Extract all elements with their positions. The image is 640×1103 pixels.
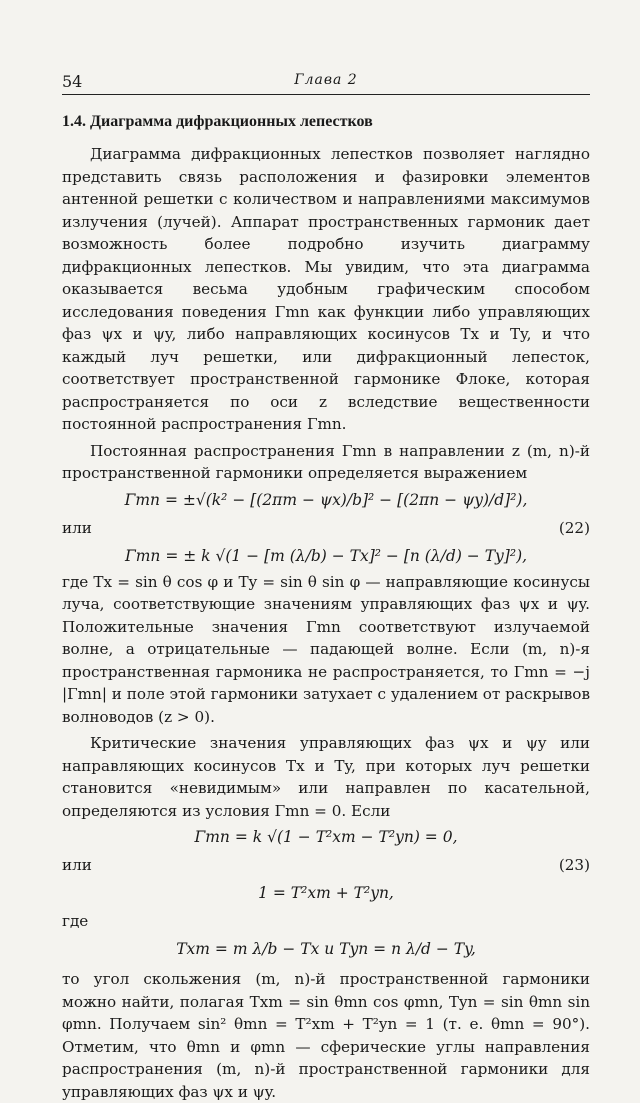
equation-txm-tyn: Txm = m λ/b − Tx и Tyn = n λ/d − Ty, bbox=[176, 940, 476, 958]
equation-where: где bbox=[62, 912, 89, 930]
equation-23-second: 1 = T²xm + T²yn, bbox=[258, 884, 394, 902]
page-number: 54 bbox=[62, 72, 83, 91]
paragraph-grazing-angle: то угол скольжения (m, n)-й пространственной гармоники можно найти, полагая Txm = sin θmn cos φmn, Tyn = sin θmn sin φmn. Получаем sin² θmn = T²xm + T²yn = 1 (т. е. θmn = 90°). Отметим, что θmn и φmn — сферические углы направления распространения (m, n)-й пространственной гармоники для управляющих фаз ψx и ψy. bbox=[62, 970, 590, 1101]
section-heading: 1.4. Диаграмма дифракционных лепестков bbox=[62, 113, 373, 130]
paragraph-direction-cosines: где Tx = sin θ cos φ и Ty = sin θ sin φ — направляющие косинусы луча, соответствующие значениям управляющих фаз ψx и ψy. Положительные значения Γmn соответствуют излучаемой волне, а отрицательные — падающей волне. Если (m, n)-я пространственная гармоника не распространяется, то Γmn = −j |Γmn| и поле этой гармоники затухает с удалением от раскрывов волноводов (z > 0). bbox=[62, 572, 590, 726]
equation-22-number: (22) bbox=[558, 518, 590, 537]
paragraph-intro: Диаграмма дифракционных лепестков позволяет наглядно представить связь расположения и фазировки элементов антенной решетки с количеством и направлениями максимумов излучения (лучей). Аппарат пространственных гармоник дает возможность более подробно изучить диаграмму дифракционных лепестков. Мы увидим, что эта диаграмма оказывается весьма удобным графическим способом исследования поведения Γmn как функции либо управляющих фаз ψx и ψy, либо направляющих косинусов Tx и Ty, и что каждый луч решетки, или дифракционный лепесток, соответствует пространственной гармонике Флоке, которая распространяется по оси z вследствие вещественности постоянной распространения Γmn. bbox=[62, 145, 590, 433]
equation-23-first: Γmn = k √(1 − T²xm − T²yn) = 0, bbox=[194, 828, 458, 846]
equation-23 bbox=[62, 822, 590, 964]
equation-22 bbox=[62, 485, 590, 571]
equation-22-or: или bbox=[62, 518, 92, 537]
page-header bbox=[62, 70, 590, 95]
equation-23-number: (23) bbox=[558, 856, 590, 874]
paragraph-propagation-constant: Постоянная распространения Γmn в направлении z (m, n)-й пространственной гармоники определяется выражением bbox=[62, 441, 590, 482]
paragraph-critical-values: Критические значения управляющих фаз ψx и ψy или направляющих косинусов Tx и Ty, при которых луч решетки становится «невидимым» или направлен по касательной, определяются из условия Γmn = 0. Если bbox=[62, 734, 590, 820]
equation-23-or: или bbox=[62, 856, 92, 874]
equation-22-second: Γmn = ± k √(1 − [m (λ/b) − Tx]² − [n (λ/d) − Ty]²), bbox=[124, 546, 528, 565]
running-title: Глава 2 bbox=[294, 72, 358, 88]
equation-22-first: Γmn = ±√(k² − [(2πm − ψx)/b]² − [(2πn − ψy)/d]²), bbox=[124, 490, 528, 509]
